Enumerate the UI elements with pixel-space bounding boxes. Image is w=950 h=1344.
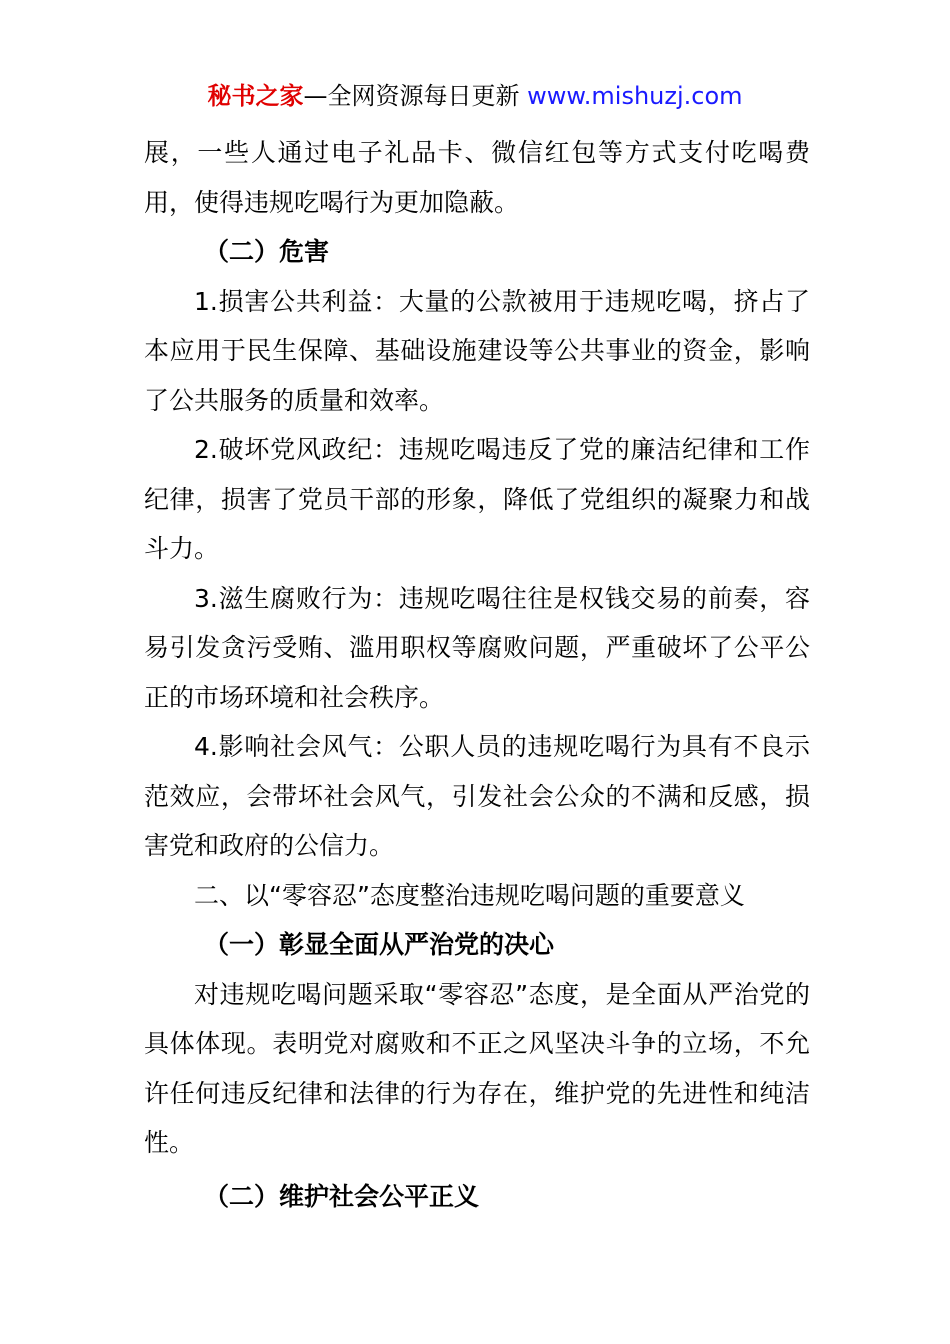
header-site-link[interactable]: www.mishuzj.com [527, 82, 743, 110]
document-body [144, 128, 810, 1221]
section-heading-harm: （二）危害 [204, 237, 330, 266]
section-heading-determination: （一）彰显全面从严治党的决心 [204, 930, 555, 959]
paragraph-item-3: 3.滋生腐败行为：违规吃喝往往是权钱交易的前奏，容易引发贪污受贿、滥用职权等腐败问题，严重破坏了公平公正的市场环境和社会秩序。 [144, 583, 810, 712]
paragraph-continuation: 展，一些人通过电子礼品卡、微信红包等方式支付吃喝费用，使得违规吃喝行为更加隐蔽。 [144, 138, 810, 217]
paragraph-item-1: 1.损害公共利益：大量的公款被用于违规吃喝，挤占了本应用于民生保障、基础设施建设等公共事业的资金，影响了公共服务的质量和效率。 [144, 286, 810, 415]
paragraph-determination: 对违规吃喝问题采取“零容忍”态度，是全面从严治党的具体体现。表明党对腐败和不正之风坚决斗争的立场，不允许任何违反纪律和法律的行为存在，维护党的先进性和纯洁性。 [144, 979, 810, 1157]
paragraph-item-4: 4.影响社会风气：公职人员的违规吃喝行为具有不良示范效应，会带坏社会风气，引发社会公众的不满和反感，损害党和政府的公信力。 [144, 732, 810, 860]
header-tagline: —全网资源每日更新 [303, 82, 520, 110]
page-header [0, 80, 950, 112]
chapter-heading-2: 二、以“零容忍”态度整治违规吃喝问题的重要意义 [194, 880, 745, 910]
header-brand: 秘书之家 [207, 82, 304, 110]
section-heading-justice: （二）维护社会公平正义 [204, 1181, 480, 1211]
paragraph-item-2: 2.破坏党风政纪：违规吃喝违反了党的廉洁纪律和工作纪律，损害了党员干部的形象，降低了党组织的凝聚力和战斗力。 [144, 435, 810, 563]
